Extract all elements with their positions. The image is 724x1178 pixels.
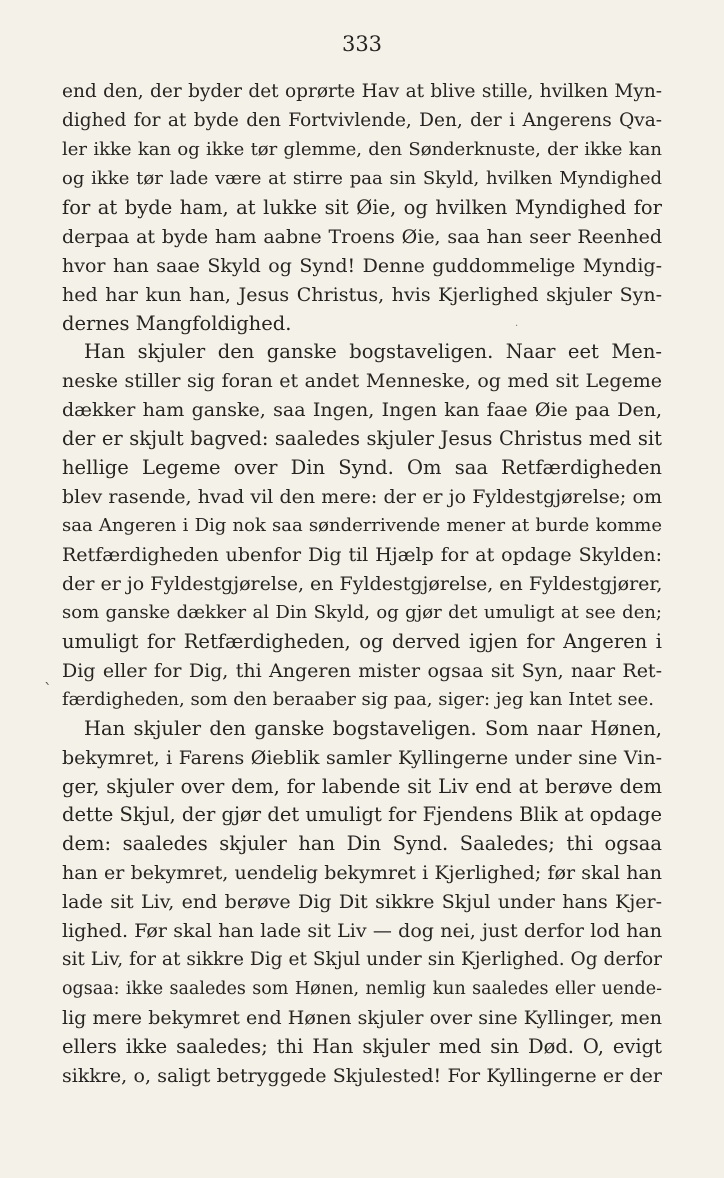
text-line: hed har kun han, Jesus Christus, hvis Kjerlighed skjuler Syn-: [62, 283, 662, 306]
text-line: sit Liv, for at sikkre Dig et Skjul under sin Kjerlighed. Og derfor: [62, 949, 662, 971]
text-line: derpaa at byde ham aabne Troens Øie, saa han seer Reenhed: [62, 225, 662, 248]
text-line: Han skjuler den ganske bogstaveligen. Som naar Hønen,: [84, 716, 662, 740]
text-line: dækker ham ganske, saa Ingen, Ingen kan faae Øie paa Den,: [62, 399, 662, 422]
text-line: Dig eller for Dig, thi Angeren mister ogsaa sit Syn, naar Ret-: [62, 659, 662, 682]
text-line: som ganske dækker al Din Skyld, og gjør det umuligt at see den;: [62, 601, 662, 623]
text-line: færdigheden, som den beraaber sig paa, siger: jeg kan Intet see.: [62, 688, 655, 710]
text-line: for at byde ham, at lukke sit Øie, og hvilken Myndighed for: [62, 195, 662, 219]
text-line: dem: saaledes skjuler han Din Synd. Saaledes; thi ogsaa: [62, 832, 662, 856]
text-line: dighed for at byde den Fortvivlende, Den, der i Angerens Qva-: [62, 109, 662, 131]
text-line: lade sit Liv, end berøve Dig Dit sikkre Skjul under hans Kjer-: [62, 891, 662, 914]
margin-mark: `: [44, 680, 52, 699]
text-line: umuligt for Retfærdigheden, og derved igjen for Angeren i: [62, 629, 662, 653]
text-line: hellige Legeme over Din Synd. Om saa Retfærdigheden: [62, 456, 662, 480]
text-line: lighed. Før skal han lade sit Liv — dog nei, just derfor lod han: [62, 920, 662, 943]
text-line: han er bekymret, uendelig bekymret i Kjerlighed; før skal han: [62, 862, 662, 885]
text-line: hvor han saae Skyld og Synd! Denne guddommelige Myndig-: [62, 254, 662, 277]
text-line: bekymret, i Farens Øieblik samler Kyllingerne under sine Vin-: [62, 746, 662, 769]
text-line: ger, skjuler over dem, for labende sit Liv end at berøve dem: [62, 774, 662, 798]
stray-dot-mark: .: [515, 318, 519, 329]
text-line: neske stiller sig foran et andet Menneske, og med sit Legeme: [62, 370, 662, 393]
text-line: lig mere bekymret end Hønen skjuler over sine Kyllinger, men: [62, 1007, 662, 1029]
text-line: Retfærdigheden ubenfor Dig til Hjælp for at opdage Skylden:: [62, 544, 662, 566]
text-line: saa Angeren i Dig nok saa sønderrivende mener at burde komme: [62, 515, 662, 537]
text-line: dette Skjul, der gjør det umuligt for Fjendens Blik at opdage: [62, 803, 662, 827]
text-line: ogsaa: ikke saaledes som Hønen, nemlig kun saaledes eller uende-: [62, 979, 662, 1000]
text-line: der er skjult bagved: saaledes skjuler Jesus Christus med sit: [62, 427, 662, 451]
text-line: ler ikke kan og ikke tør glemme, den Sønderknuste, der ikke kan: [62, 138, 662, 160]
text-line: sikkre, o, saligt betryggede Skjulested! For Kyllingerne er der: [62, 1064, 662, 1087]
text-line: blev rasende, hvad vil den mere: der er jo Fyldestgjørelse; om: [62, 486, 662, 509]
text-line: der er jo Fyldestgjørelse, en Fyldestgjørelse, en Fyldestgjører,: [62, 572, 662, 595]
text-line: og ikke tør lade være at stirre paa sin Skyld, hvilken Myndighed: [62, 167, 662, 189]
body-text: [62, 78, 662, 1091]
page-number: 333: [341, 32, 383, 56]
text-line: ellers ikke saaledes; thi Han skjuler med sin Død. O, evigt: [62, 1034, 662, 1058]
text-line: Han skjuler den ganske bogstaveligen. Naar eet Men-: [84, 340, 662, 364]
text-line: end den, der byder det oprørte Hav at blive stille, hvilken Myn-: [62, 81, 662, 102]
text-line: dernes Mangfoldighed.: [62, 311, 292, 335]
